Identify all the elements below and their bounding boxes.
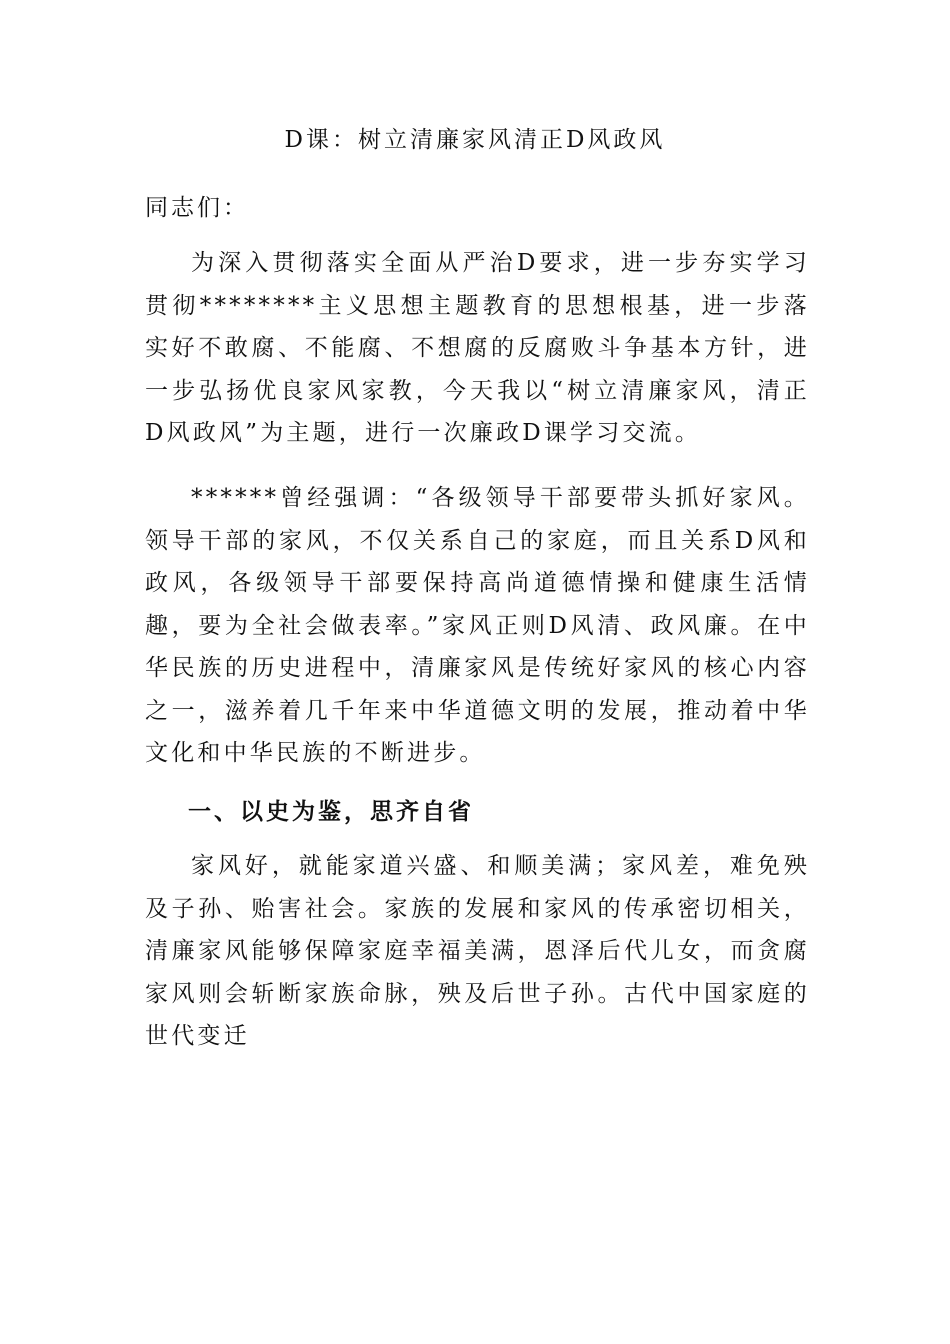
salutation: 同志们：: [145, 195, 249, 221]
section-heading: 一、以史为鉴，思齐自省: [188, 799, 474, 825]
paragraph-section-one: 家风好，就能家道兴盛、和顺美满；家风差，难免殃及子孙、贻害社会。家族的发展和家风的传承密切相关，清廉家风能够保障家庭幸福美满，恩泽后代儿女，而贪腐家风则会斩断家族命脉，殃及后世子孙。古代中国家庭的世代变迁: [145, 853, 810, 1049]
paragraph-quote: ******曾经强调：“各级领导干部要带头抓好家风。领导干部的家风，不仅关系自己的家庭，而且关系D风和政风，各级领导干部要保持高尚道德情操和健康生活情趣，要为全社会做表率。”家风正则D风清、政风廉。在中华民族的历史进程中，清廉家风是传统好家风的核心内容之一，滋养着几千年来中华道德文明的发展，推动着中华文化和中华民族的不断进步。: [145, 485, 810, 766]
paragraph-intro: 为深入贯彻落实全面从严治D要求，进一步夯实学习贯彻********主义思想主题教育的思想根基，进一步落实好不敢腐、不能腐、不想腐的反腐败斗争基本方针，进一步弘扬优良家风家教，今天我以“树立清廉家风，清正D风政风”为主题，进行一次廉政D课学习交流。: [145, 250, 810, 446]
document-title: D课：树立清廉家风清正D风政风: [284, 127, 666, 153]
